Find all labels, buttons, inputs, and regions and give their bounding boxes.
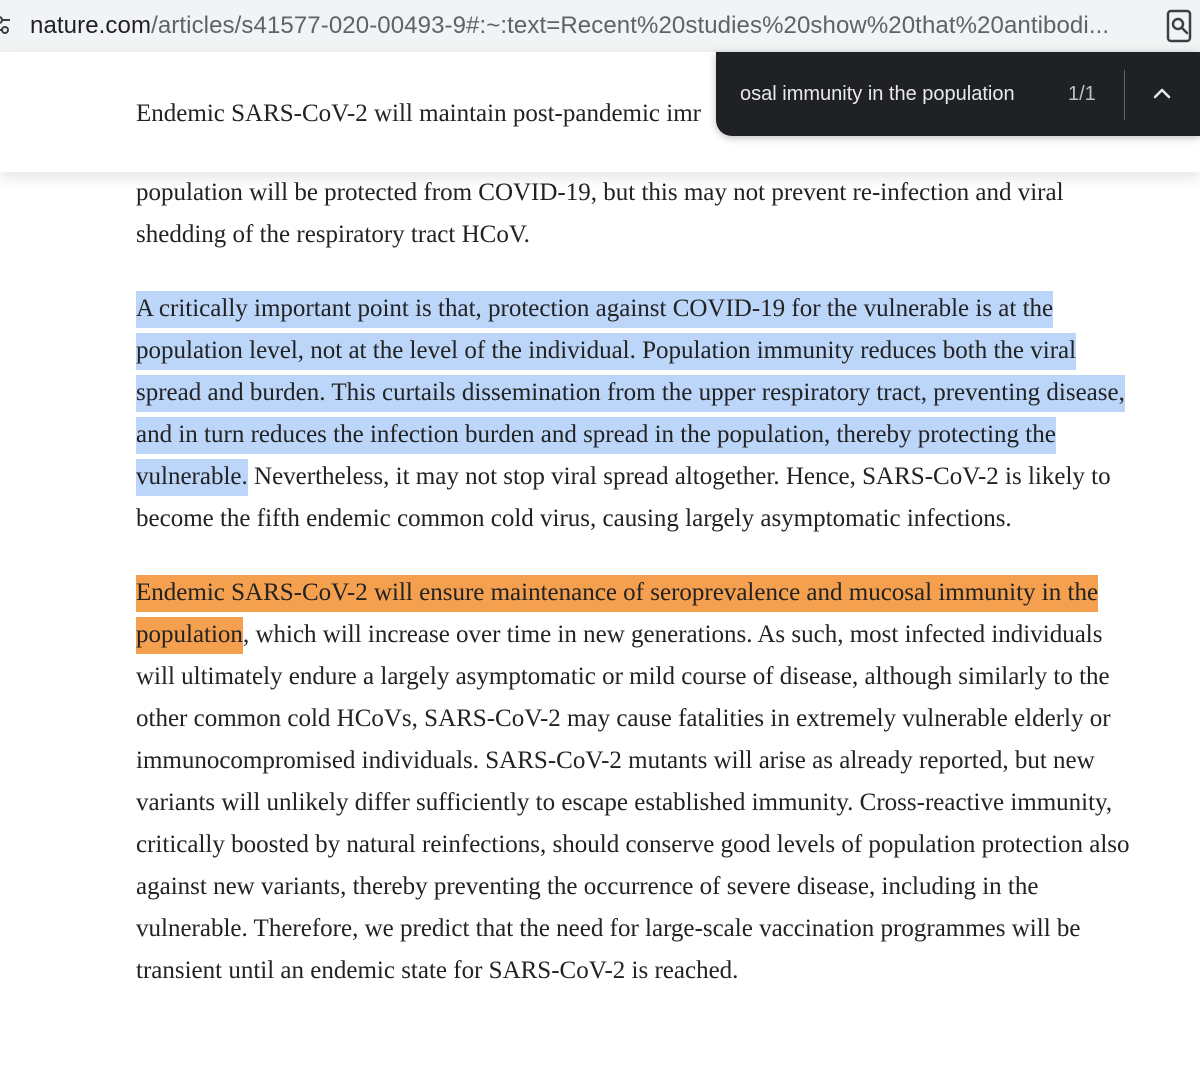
find-in-page-bar [716,52,1200,136]
paragraph [136,572,1146,992]
paragraph [136,288,1146,540]
url-path: /articles/s41577-020-00493-9#:~:text=Recent%20studies%20show%20that%20antibodi... [151,12,1110,39]
paragraph-text: population will be protected from COVID-19, but this may not prevent re-infection and viral shedding of the respiratory tract HCoV. [136,179,1064,248]
url-host: nature.com [30,12,152,39]
selected-text: A critically important point is that, protection against COVID-19 for the vulnerable is at the population level, not at the level of the individual. Population immunity reduces both the viral spread and burden. This curtails dissemination from the upper respiratory tract, preventing disease, and in turn reduces the infection burden and spread in the population, thereby protecting the vulnerable. [136,291,1125,496]
paragraph-text: Nevertheless, it may not stop viral spread altogether. Hence, SARS-CoV-2 is likely to become the fifth endemic common cold virus, causing largely asymptomatic infections. [136,463,1111,532]
find-match-count: 1/1 [1068,83,1096,105]
site-info-icon[interactable] [0,14,10,36]
find-match-highlight: Endemic SARS-CoV-2 will ensure maintenance of seroprevalence and mucosal immunity in the population [136,575,1098,654]
reading-mode-icon[interactable] [1164,8,1194,44]
article-body [136,172,1146,1024]
paragraph [136,172,1146,256]
url-text[interactable] [30,8,1109,44]
chevron-up-icon[interactable] [1144,76,1180,112]
find-input[interactable] [740,76,1050,112]
find-divider [1124,70,1125,120]
paragraph-text: , which will increase over time in new generations. As such, most infected individuals will ultimately endure a largely asymptomatic or mild course of disease, although similarly to the other common cold HCoVs, SARS-CoV-2 may cause fatalities in extremely vulnerable elderly or immunocompromised individuals. SARS-CoV-2 mutants will arise as already reported, but new variants will unlikely differ sufficiently to escape established immunity. Cross-reactive immunity, critically boosted by natural reinfections, should conserve good levels of population protection also against new variants, thereby preventing the occurrence of severe disease, including in the vulnerable. Therefore, we predict that the need for large-scale vaccination programmes will be transient until an endemic state for SARS-CoV-2 is reached. [136,621,1130,984]
article-title: Endemic SARS-CoV-2 will maintain post-pandemic imr [136,100,701,127]
find-query-text: osal immunity in the population [740,83,1015,105]
address-bar[interactable] [0,0,1200,52]
